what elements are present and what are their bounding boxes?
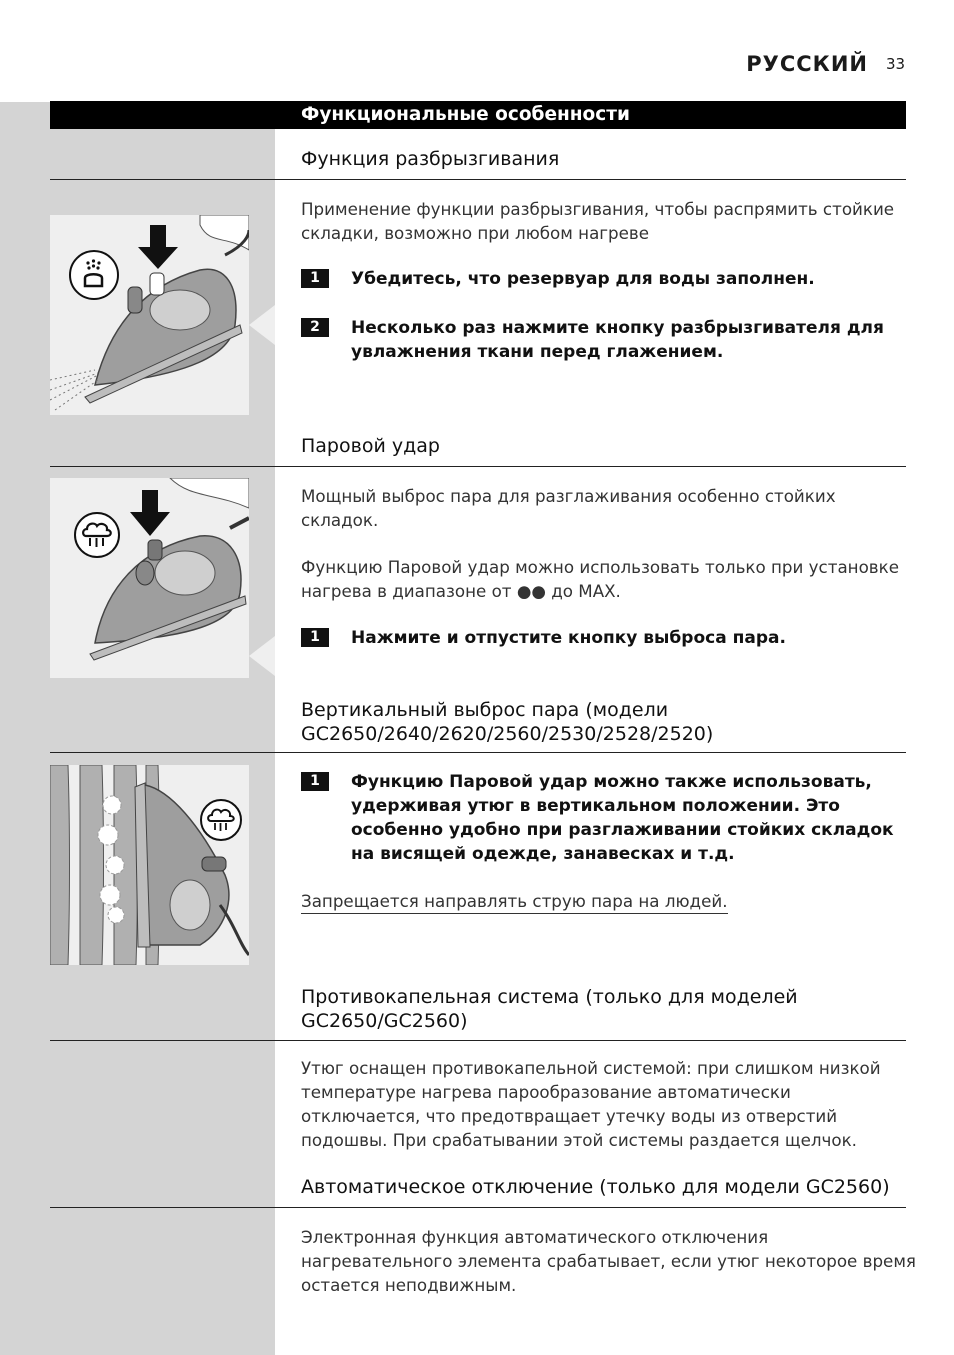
steam-shot-icon — [200, 799, 242, 841]
spray-heading: Функция разбрызгивания — [301, 148, 560, 170]
figure-spray-iron — [50, 215, 249, 415]
divider — [50, 1207, 906, 1208]
step-number: 1 — [301, 628, 329, 647]
vertical-heading: Вертикальный выброс пара (модели GC2650/2640/2620/2560/2530/2528/2520) — [301, 699, 714, 745]
auto-off-heading: Автоматическое отключение (только для модели GC2560) — [301, 1176, 890, 1198]
figure-steam-shot-iron — [50, 478, 249, 678]
spray-icon — [69, 250, 119, 300]
figure-vertical-steam — [50, 765, 249, 965]
step-text: Несколько раз нажмите кнопку разбрызгивателя для увлажнения ткани перед глажением. — [351, 318, 884, 362]
spray-intro: Применение функции разбрызгивания, чтобы распрямить стойкие складки, возможно при любом нагреве — [301, 199, 895, 243]
shot-note: Функцию Паровой удар можно использовать только при установке нагрева в диапазоне от ●● до MAX. — [301, 557, 899, 601]
shot-heading: Паровой удар — [301, 435, 440, 457]
vertical-warning: Запрещается направлять струю пара на людей. — [301, 889, 728, 914]
step-text: Нажмите и отпустите кнопку выброса пара. — [351, 628, 786, 648]
auto-off-text: Электронная функция автоматического отключения нагревательного элемента срабатывает, если утюг некоторое время остается неподвижным. — [301, 1227, 916, 1295]
page-number: 33 — [886, 55, 906, 73]
divider — [50, 179, 906, 180]
step-text: Убедитесь, что резервуар для воды заполнен. — [351, 269, 815, 289]
divider — [50, 1040, 906, 1041]
shot-intro: Мощный выброс пара для разглаживания особенно стойких складок. — [301, 486, 836, 530]
figure-pointer — [249, 305, 275, 345]
step-number: 1 — [301, 772, 329, 791]
language-header: РУССКИЙ — [746, 52, 868, 76]
figure-pointer — [249, 636, 275, 676]
step-number: 1 — [301, 269, 329, 288]
divider — [50, 752, 906, 753]
divider — [50, 466, 906, 467]
drip-text: Утюг оснащен противокапельной системой: при слишком низкой температуре нагрева парообразование автоматически отключается, что предотвращает утечку воды из отверстий подошвы. При срабатывании этой системы раздается щелчок. — [301, 1058, 881, 1150]
step-text: Функцию Паровой удар можно также использовать, удерживая утюг в вертикальном положении. Это особенно удобно при разглаживании стойких складок на висящей одежде, занавесках и т.д. — [351, 772, 894, 864]
step-number: 2 — [301, 318, 329, 337]
section-title: Функциональные особенности — [301, 104, 630, 125]
steam-shot-icon — [74, 512, 120, 558]
drip-heading: Противокапельная система (только для моделей GC2650/GC2560) — [301, 986, 798, 1032]
